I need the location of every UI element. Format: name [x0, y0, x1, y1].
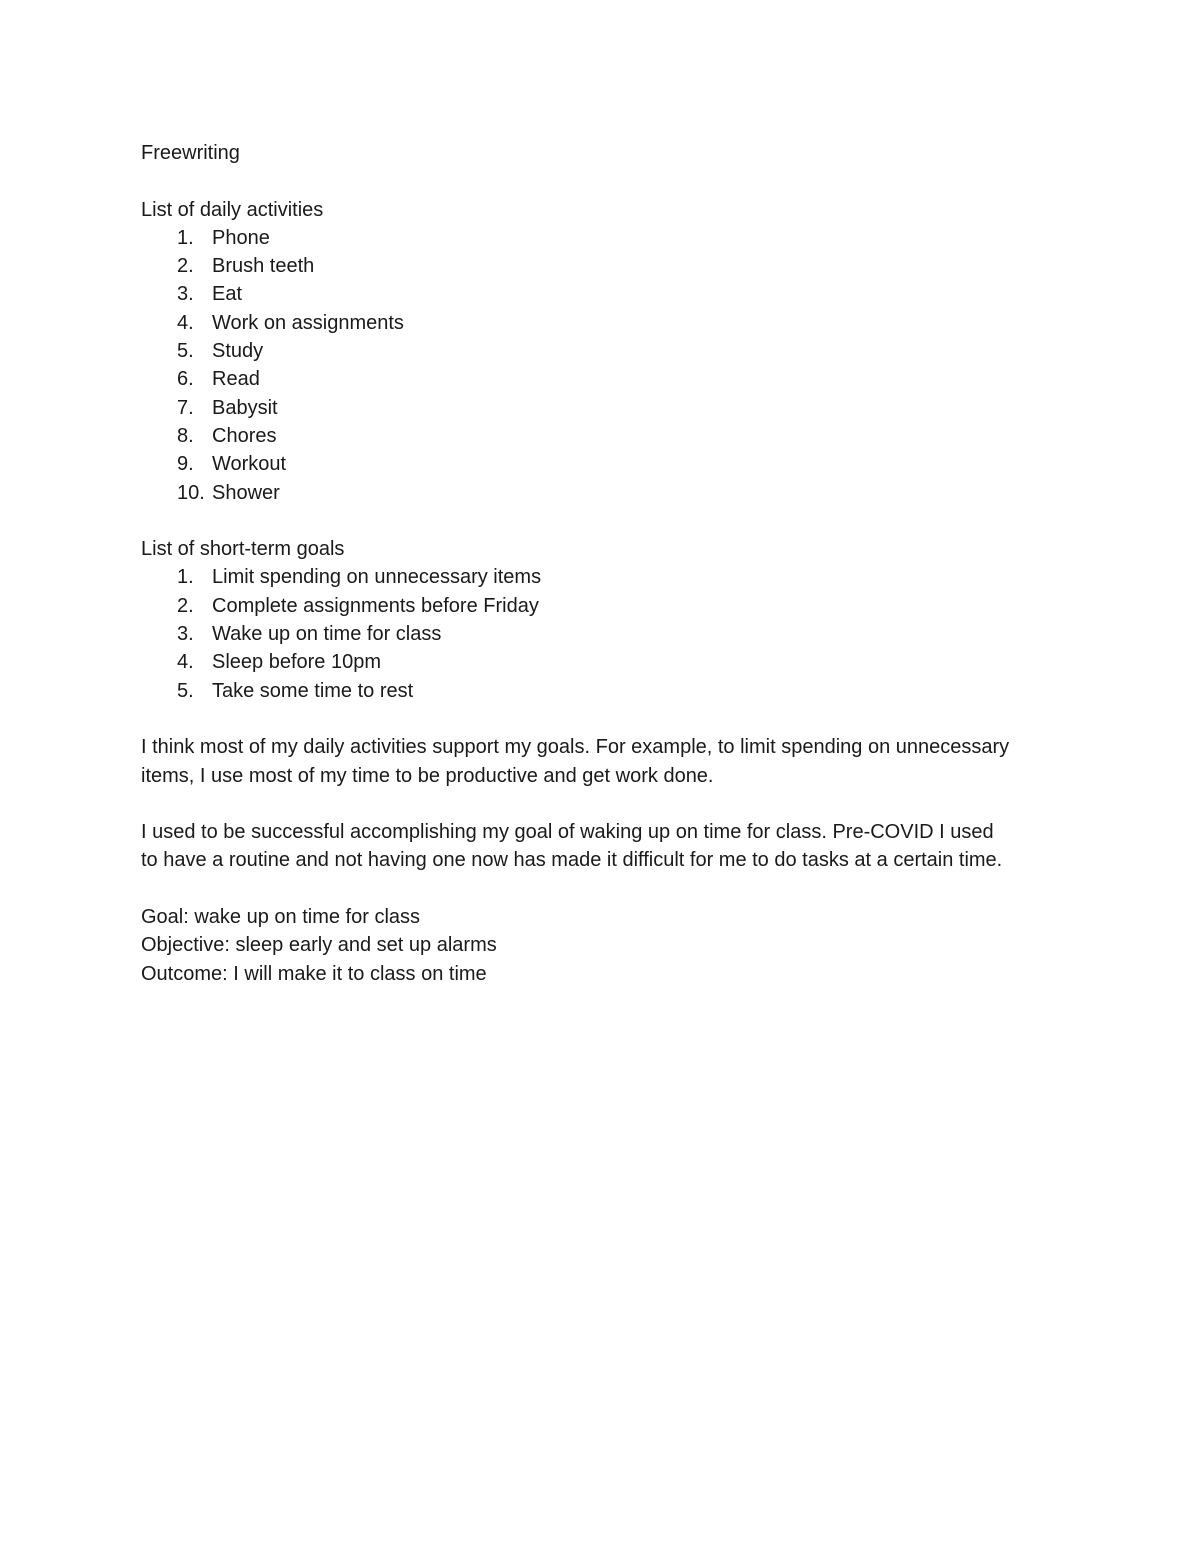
list-item	[141, 648, 1041, 676]
list-number: 3.	[177, 283, 194, 306]
list-item	[141, 252, 1041, 280]
spacer	[141, 705, 1041, 733]
list-item-text: Workout	[212, 453, 287, 476]
list-item	[141, 479, 1041, 507]
list-item-text: Take some time to rest	[212, 679, 414, 702]
list-item-text: Read	[212, 368, 260, 391]
list-number: 1.	[177, 226, 194, 249]
objective-line: Objective: sleep early and set up alarms	[141, 934, 497, 957]
spacer	[141, 507, 1041, 535]
list-item	[141, 309, 1041, 337]
list-number: 4.	[177, 311, 194, 334]
list-item-text: Eat	[212, 283, 243, 306]
list-number: 1.	[177, 566, 194, 589]
document-page	[141, 139, 1041, 988]
list-item	[141, 422, 1041, 450]
goal-line: Goal: wake up on time for class	[141, 906, 421, 929]
daily-activities-heading: List of daily activities	[141, 198, 324, 221]
spacer	[141, 875, 1041, 903]
list-item	[141, 280, 1041, 308]
list-item-text: Shower	[212, 481, 280, 504]
paragraph-wake-up-reflection: I used to be successful accomplishing my goal of waking up on time for class. Pre-COVID I used to have a routine and not having one now has made it difficult for me to do tasks at a certain time.	[141, 821, 1003, 872]
list-item-text: Babysit	[212, 396, 278, 419]
list-item	[141, 450, 1041, 478]
list-number: 3.	[177, 623, 194, 646]
short-term-goals-list	[141, 563, 1041, 704]
list-item-text: Brush teeth	[212, 255, 315, 278]
list-item-text: Sleep before 10pm	[212, 651, 382, 674]
list-item-text: Work on assignments	[212, 311, 404, 334]
list-item	[141, 592, 1041, 620]
list-number: 4.	[177, 651, 194, 674]
list-item-text: Chores	[212, 424, 277, 447]
list-number: 10.	[177, 481, 205, 504]
list-item-text: Complete assignments before Friday	[212, 594, 539, 617]
list-number: 6.	[177, 368, 194, 391]
list-number: 9.	[177, 453, 194, 476]
list-number: 7.	[177, 396, 194, 419]
short-term-goals-heading: List of short-term goals	[141, 538, 345, 561]
list-number: 8.	[177, 424, 194, 447]
list-item	[141, 677, 1041, 705]
list-number: 5.	[177, 679, 194, 702]
document-title: Freewriting	[141, 142, 240, 164]
list-number: 5.	[177, 340, 194, 363]
list-item-text: Study	[212, 340, 264, 363]
spacer	[141, 167, 1041, 195]
list-item-text: Wake up on time for class	[212, 623, 442, 646]
list-item	[141, 563, 1041, 591]
spacer	[141, 790, 1041, 818]
list-item	[141, 337, 1041, 365]
list-item-text: Phone	[212, 226, 270, 249]
paragraph-activities-support-goals: I think most of my daily activities support my goals. For example, to limit spending on unnecessary items, I use most of my time to be productive and get work done.	[141, 736, 1010, 787]
list-item-text: Limit spending on unnecessary items	[212, 566, 542, 589]
list-number: 2.	[177, 255, 194, 278]
list-item	[141, 394, 1041, 422]
list-number: 2.	[177, 594, 194, 617]
outcome-line: Outcome: I will make it to class on time	[141, 962, 487, 985]
list-item	[141, 224, 1041, 252]
list-item	[141, 365, 1041, 393]
daily-activities-list	[141, 224, 1041, 507]
list-item	[141, 620, 1041, 648]
